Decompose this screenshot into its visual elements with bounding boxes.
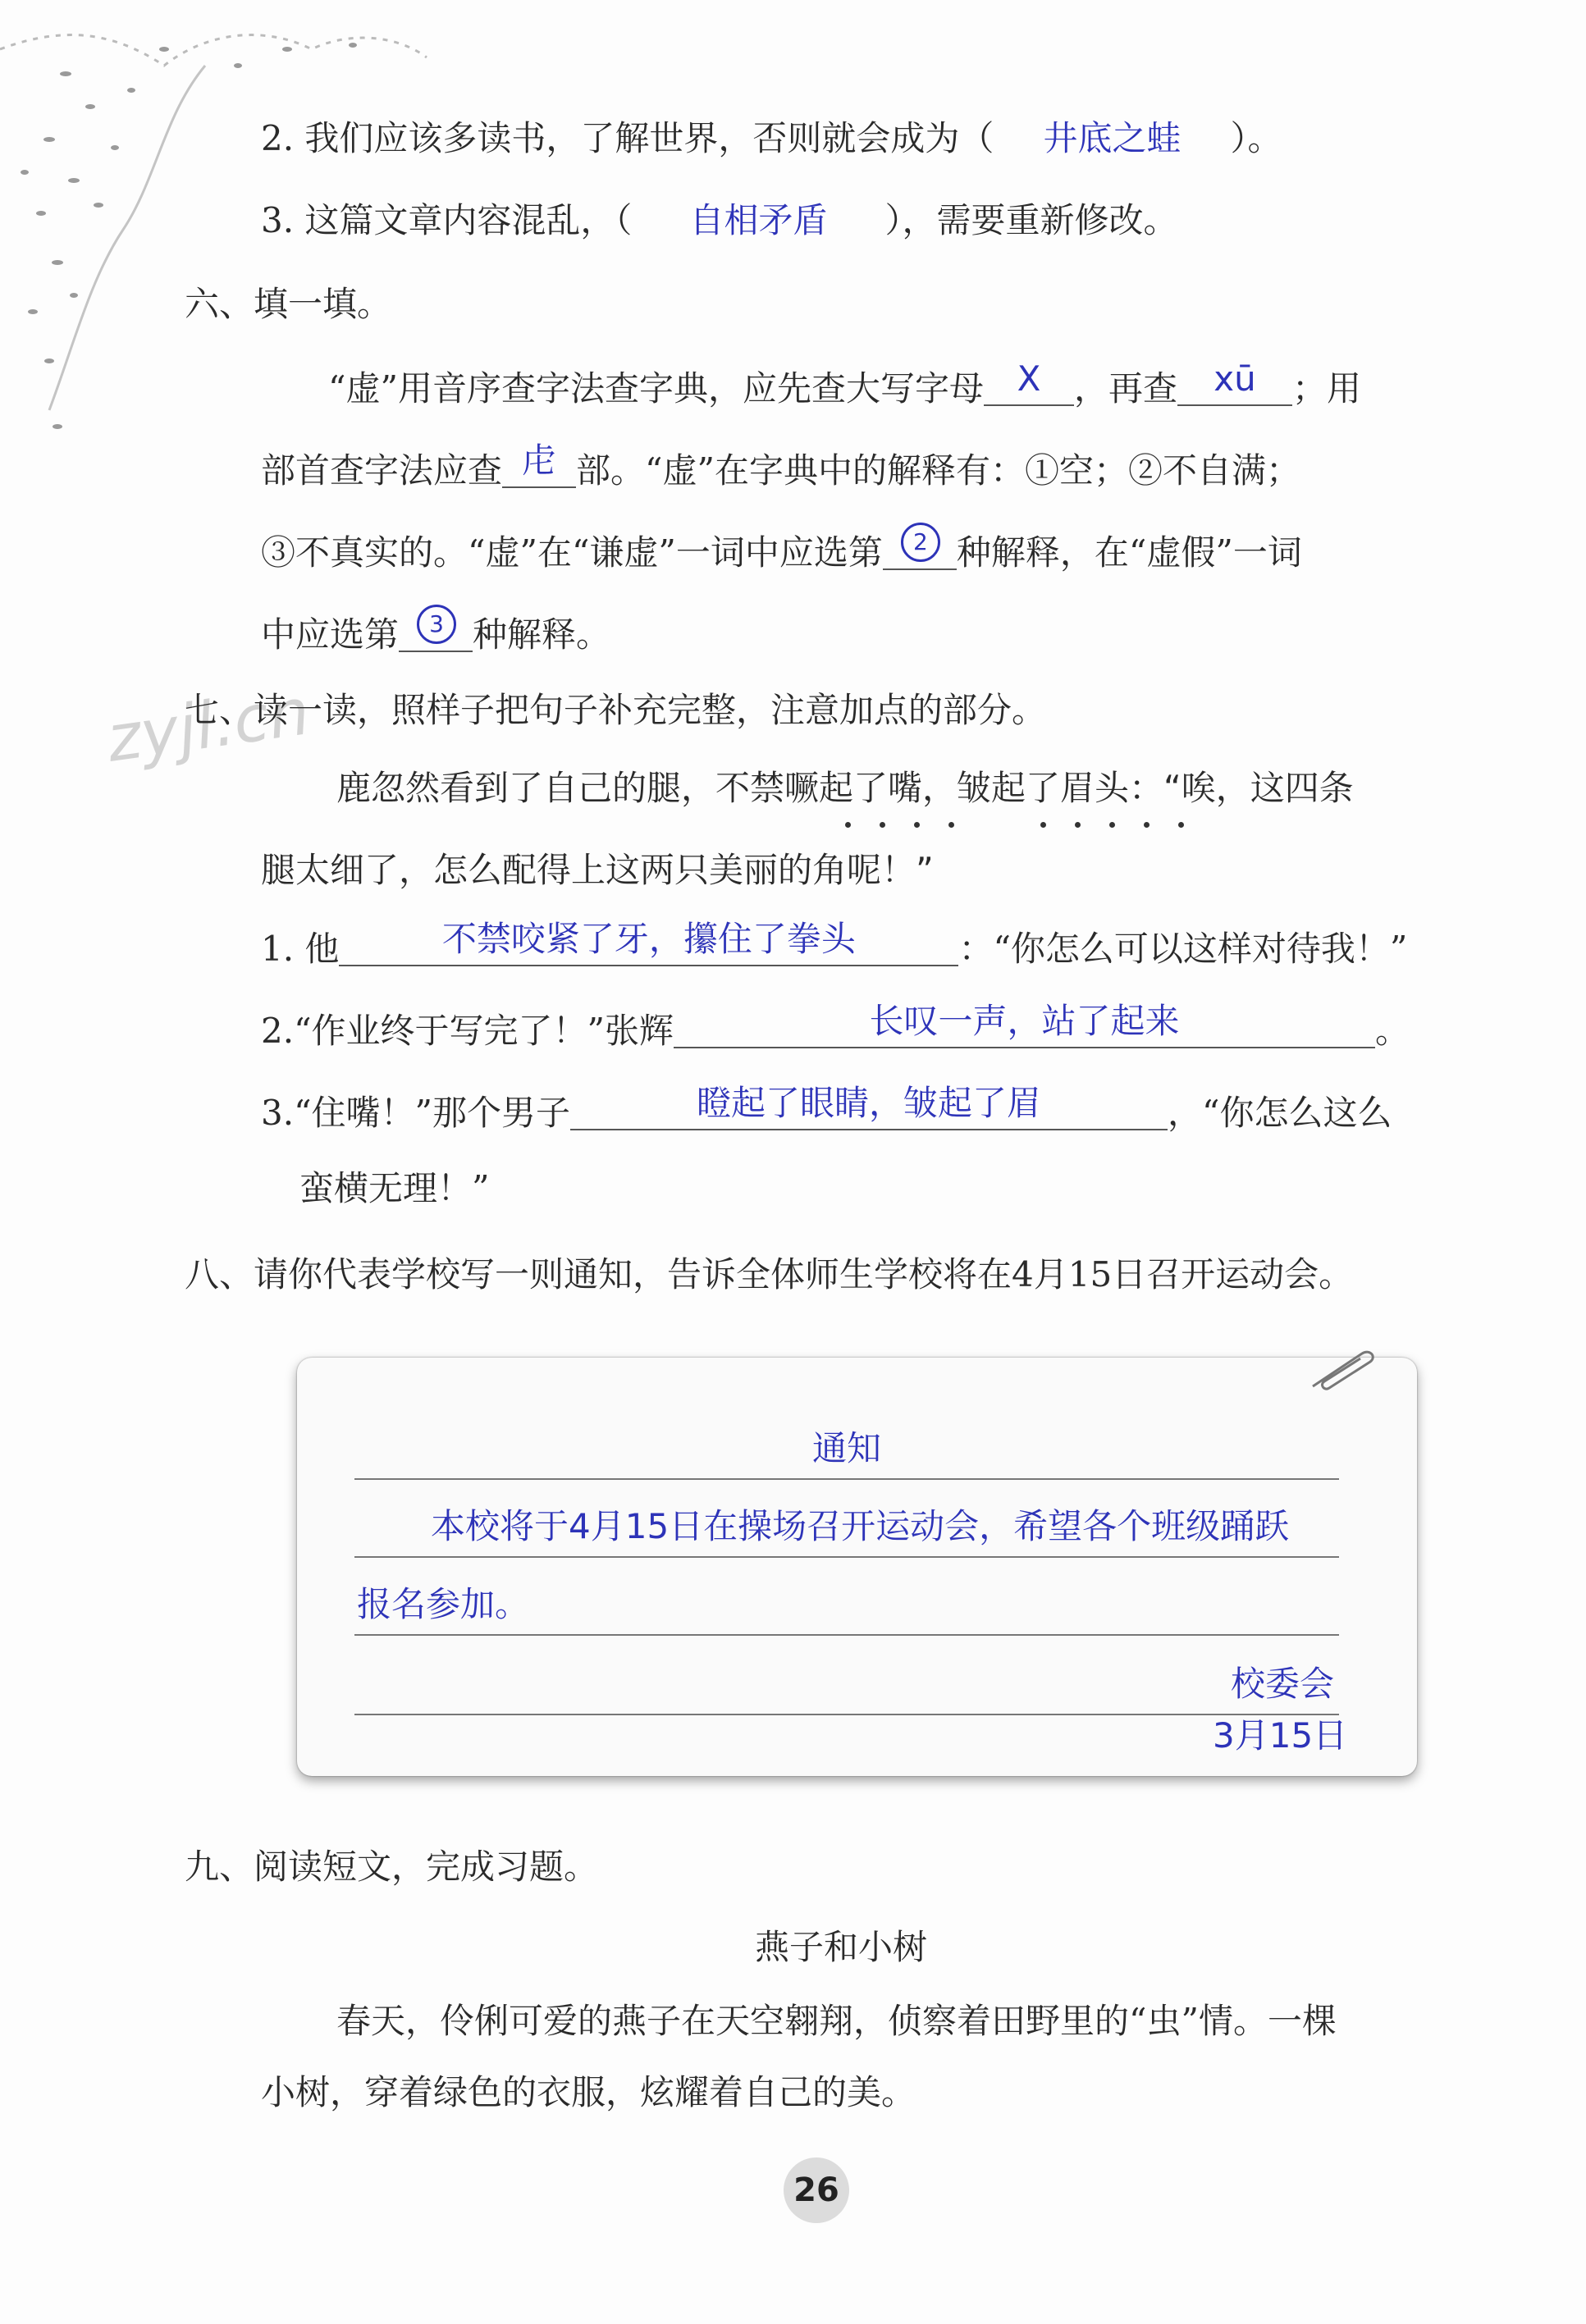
q9-passage-line2: 小树，穿着绿色的衣服，炫耀着自己的美。 <box>261 2072 916 2112</box>
page-number: 26 <box>784 2157 849 2223</box>
q7-heading: 七、读一读，照样子把句子补充完整，注意加点的部分。 <box>185 690 1047 730</box>
q9-heading: 九、阅读短文，完成习题。 <box>185 1847 599 1887</box>
q6-line3: ③不真实的。“虚”在“谦虚”一词中应选第 2 种解释，在“虚假”一词 <box>261 529 1302 570</box>
q7-item1-answer: 不禁咬紧了牙，攥住了拳头 <box>441 919 856 959</box>
q9-passage-title: 燕子和小树 <box>755 1927 928 1967</box>
q6-answer-radical: 虍 <box>522 441 557 481</box>
q7-item1: 1. 他 不禁咬紧了牙，攥住了拳头 ：“你怎么可以这样对待我！” <box>261 919 1408 969</box>
notice-body-line2: 报名参加。 <box>357 1584 530 1624</box>
q6-answer-pinyin: xū <box>1213 358 1256 399</box>
notice-title: 通知 <box>812 1428 882 1468</box>
q6-line1: “虚”用音序查字法查字典，应先查大写字母 X ，再查 xū ；用 <box>328 358 1361 409</box>
q6-heading: 六、填一填。 <box>185 284 392 324</box>
q8-heading: 八、请你代表学校写一则通知，告诉全体师生学校将在4月15日召开运动会。 <box>185 1254 1354 1294</box>
q7-example-line2: 腿太细了，怎么配得上这两只美丽的角呢！” <box>261 850 934 890</box>
q6-answer-letter: X <box>1017 358 1041 399</box>
q6-answer-circled-2: 2 <box>901 523 940 562</box>
q7-item2-answer: 长叹一声，站了起来 <box>869 1001 1180 1041</box>
q5-item2: 2. 我们应该多读书，了解世界，否则就会成为（ 井底之蛙 ）。 <box>261 118 1282 158</box>
q6-line4: 中应选第 3 种解释。 <box>261 611 610 652</box>
q5-item3-answer: 自相矛盾 <box>689 200 828 240</box>
notice-date: 3月15日 <box>1213 1715 1348 1756</box>
q7-item3-cont: 蛮横无理！” <box>299 1168 490 1208</box>
q7-item2: 2.“作业终于写完了！”张辉 长叹一声，站了起来 。 <box>261 1001 1410 1051</box>
notice-signer: 校委会 <box>1231 1664 1335 1704</box>
watermark: zyjl.cn <box>102 675 314 777</box>
q5-item3: 3. 这篇文章内容混乱，（ 自相矛盾 ），需要重新修改。 <box>261 200 1178 240</box>
paperclip-icon <box>1305 1345 1378 1395</box>
q5-item2-answer: 井底之蛙 <box>1043 118 1182 158</box>
q6-line2: 部首查字法应查 虍 部。“虚”在字典中的解释有：①空；②不自满； <box>261 441 1300 491</box>
q9-passage-line1: 春天，伶俐可爱的燕子在天空翱翔，侦察着田野里的“虫”情。一棵 <box>336 2001 1337 2041</box>
q7-item3-answer: 瞪起了眼睛，皱起了眉 <box>697 1083 1042 1123</box>
q6-answer-circled-3: 3 <box>417 605 456 644</box>
q7-example-line1: 鹿忽然看到了自己的腿，不禁噘起了嘴，皱起了眉头：“唉，这四条 <box>336 768 1354 808</box>
notice-body-line1: 本校将于4月15日在操场召开运动会，希望各个班级踊跃 <box>431 1506 1290 1546</box>
q7-item3: 3.“住嘴！”那个男子 瞪起了眼睛，皱起了眉 ，“你怎么这么 <box>261 1083 1392 1133</box>
